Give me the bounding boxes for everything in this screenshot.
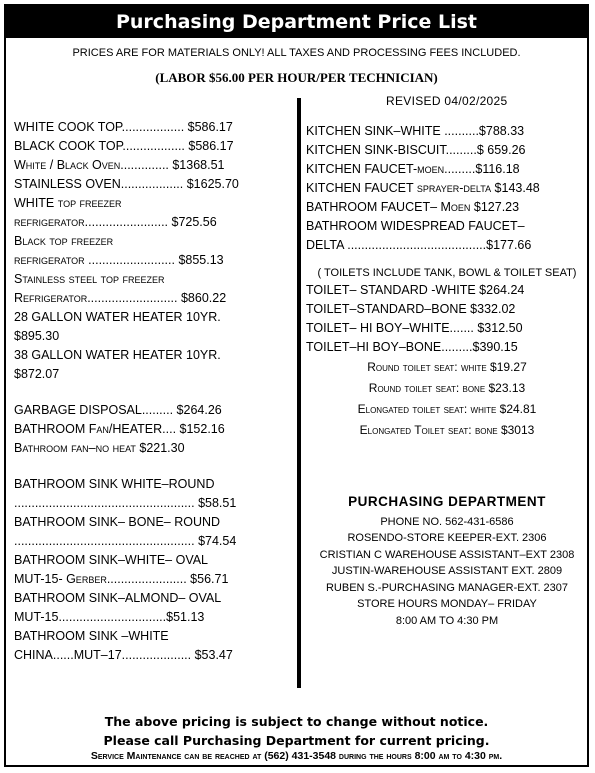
toilet-seat-price-line: Elongated toilet seat: white $24.81 (357, 402, 537, 416)
price-line: BATHROOM SINK WHITE–ROUND (14, 477, 215, 491)
price-line: 38 GALLON WATER HEATER 10YR. (14, 348, 221, 362)
price-line: .................................................... $58.51 (14, 496, 237, 510)
price-line: DELTA ........................................$177.66 (306, 238, 532, 252)
price-line: KITCHEN FAUCET-moen.........$116.18 (306, 162, 520, 176)
contact-heading: PURCHASING DEPARTMENT (348, 494, 546, 509)
toilet-price-line: TOILET–HI BOY–BONE.........$390.15 (306, 340, 518, 354)
toilet-seat-price-line: Elongated Toilet seat: bone $3013 (359, 423, 535, 437)
contact-line: ROSENDO-STORE KEEPER-EXT. 2306 (347, 532, 547, 544)
contact-line: JUSTIN-WAREHOUSE ASSISTANT EXT. 2809 (331, 565, 563, 577)
toilet-note: ( TOILETS INCLUDE TANK, BOWL & TOILET SEAT) (317, 267, 577, 279)
price-line: KITCHEN FAUCET sprayer-delta $143.48 (306, 181, 540, 195)
price-line: BATHROOM SINK–ALMOND– OVAL (14, 591, 222, 605)
materials-notice: PRICES ARE FOR MATERIALS ONLY! ALL TAXES AND PROCESSING FEES INCLUDED. (72, 47, 521, 59)
labor-rate: (LABOR $56.00 PER HOUR/PER TECHNICIAN) (155, 70, 438, 85)
price-line: BATHROOM SINK– BONE– ROUND (14, 515, 221, 529)
toilet-seat-price-line: Round toilet seat: bone $23.13 (368, 381, 526, 395)
price-line: White / Black Oven.............. $1368.51 (14, 158, 225, 172)
price-line: BATHROOM Fan/HEATER.... $152.16 (14, 422, 225, 436)
footer-call-note: Please call Purchasing Department for current pricing. (103, 733, 490, 748)
price-line: CHINA......MUT–17.................... $53.47 (14, 648, 233, 662)
contact-line: RUBEN S.-PURCHASING MANAGER-EXT. 2307 (325, 581, 569, 594)
price-line: KITCHEN SINK–WHITE ..........$788.33 (306, 124, 525, 138)
revised-date: REVISED 04/02/2025 (386, 94, 508, 108)
price-line: MUT-15- Gerber....................... $56.71 (14, 572, 229, 586)
price-line: $872.07 (14, 367, 60, 381)
price-line: BATHROOM WIDESPREAD FAUCET– (306, 219, 525, 233)
toilet-price-line: TOILET– HI BOY–WHITE....... $312.50 (306, 321, 523, 335)
price-line: WHITE top freezer (14, 196, 122, 210)
toilet-price-line: TOILET–STANDARD–BONE $332.02 (306, 302, 516, 316)
price-line: BATHROOM SINK–WHITE– OVAL (14, 553, 209, 567)
contact-line: CRISTIAN C WAREHOUSE ASSISTANT–EXT 2308 (319, 548, 575, 561)
service-maintenance-note: Service Maintenance can be reached at (562) 431-3548 during the hours 8:00 am to 4:30 pm. (90, 750, 503, 762)
price-line: GARBAGE DISPOSAL......... $264.26 (14, 403, 222, 417)
contact-info (306, 494, 588, 629)
price-line: .................................................... $74.54 (14, 534, 237, 548)
price-line: BLACK COOK TOP.................. $586.17 (14, 139, 234, 153)
price-line: MUT-15...............................$51.13 (14, 610, 205, 624)
price-line: 28 GALLON WATER HEATER 10YR. (14, 310, 221, 324)
price-line: WHITE COOK TOP.................. $586.17 (14, 120, 233, 134)
toilet-price-line: TOILET– STANDARD -WHITE $264.24 (306, 283, 525, 297)
contact-line: 8:00 AM TO 4:30 PM (395, 614, 499, 627)
price-line: refrigerator ......................... $855.13 (14, 253, 224, 267)
kitchen-bath-price-column (306, 122, 588, 441)
price-line: refrigerator........................ $725.56 (14, 215, 217, 229)
price-line (14, 458, 286, 475)
price-line: STAINLESS OVEN.................. $1625.70 (14, 177, 239, 191)
column-divider (297, 98, 301, 688)
price-list-document (4, 4, 589, 767)
price-line: Black top freezer (14, 234, 114, 248)
price-line: BATHROOM SINK –WHITE (14, 629, 169, 643)
footer-disclaimer: The above pricing is subject to change without notice. (104, 714, 489, 729)
price-line: Refrigerator.......................... $860.22 (14, 291, 227, 305)
page-title: Purchasing Department Price List (6, 6, 587, 38)
price-line: $895.30 (14, 329, 60, 343)
price-line: KITCHEN SINK-BISCUIT.........$ 659.26 (306, 143, 526, 157)
toilet-seat-price-line: Round toilet seat: white $19.27 (367, 360, 527, 374)
price-line: BATHROOM FAUCET– Moen $127.23 (306, 200, 520, 214)
appliance-price-column (14, 118, 286, 665)
price-line: Bathroom fan–no heat $221.30 (14, 441, 185, 455)
price-line: Stainless steel top freezer (14, 272, 165, 286)
price-line (14, 384, 286, 401)
contact-line: PHONE NO. 562-431-6586 (380, 515, 514, 528)
contact-line: STORE HOURS MONDAY– FRIDAY (357, 598, 537, 610)
